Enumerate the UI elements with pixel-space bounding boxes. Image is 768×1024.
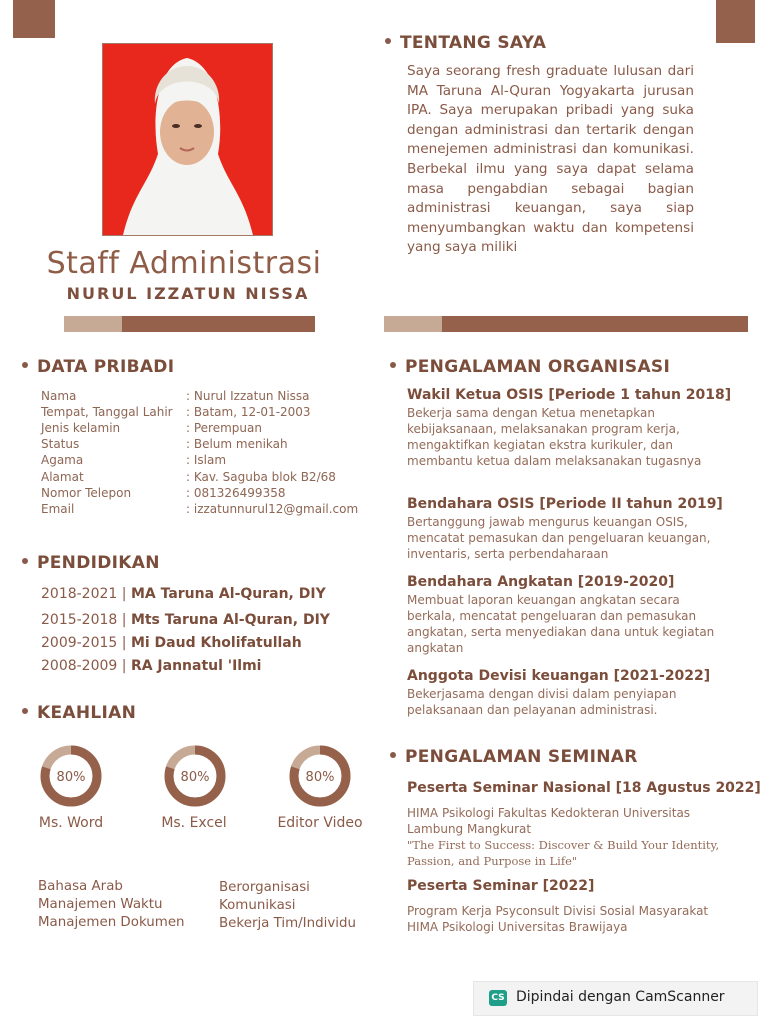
divider-left-dark <box>122 316 315 332</box>
soft-skill: Manajemen Dokumen <box>38 915 185 930</box>
personal-row: Nama : Nurul Izzatun Nissa <box>41 389 310 403</box>
seminar-quote: "The First to Success: Discover & Build Your Identity, Passion, and Purpose in Life" <box>407 838 720 868</box>
skill-label: Ms. Word <box>38 815 104 831</box>
org-item-title: Wakil Ketua OSIS [Periode 1 tahun 2018] <box>407 387 732 403</box>
org-item-title: Anggota Devisi keuangan [2021-2022] <box>407 668 711 684</box>
skill-ring-percent: 80% <box>305 770 335 785</box>
section-title-seminar: PENGALAMAN SEMINAR <box>390 747 638 767</box>
education-item: 2018-2021 | MA Taruna Al-Quran, DIY <box>41 586 326 602</box>
personal-row: Alamat : Kav. Saguba blok B2/68 <box>41 470 336 484</box>
section-title-skills: KEAHLIAN <box>22 703 136 723</box>
seminar-item-desc: Program Kerja Psyconsult Divisi Sosial Masyarakat HIMA Psikologi Universitas Brawijaya <box>407 904 709 934</box>
org-item-desc: Membuat laporan keuangan angkatan secara berkala, mencatat pengeluaran dan pemasukan angkatan, serta menyediakan dana untuk kegiatan angkatan <box>407 593 715 655</box>
soft-skills-left <box>38 878 185 932</box>
candidate-name: NURUL IZZATUN NISSA <box>66 284 310 303</box>
personal-row: Status : Belum menikah <box>41 437 288 451</box>
personal-row: Tempat, Tanggal Lahir : Batam, 12-01-2003 <box>41 405 311 419</box>
org-item-title: Bendahara Angkatan [2019-2020] <box>407 574 675 590</box>
camscanner-watermark <box>473 981 758 1016</box>
bullet-icon <box>390 362 396 368</box>
section-title-organization: PENGALAMAN ORGANISASI <box>390 357 670 377</box>
corner-block-right <box>716 0 755 43</box>
skill-label: Editor Video <box>277 815 363 831</box>
skill-ring-video <box>288 744 352 808</box>
skill-ring-excel <box>163 744 227 808</box>
soft-skill: Manajemen Waktu <box>38 897 163 912</box>
education-item: 2009-2015 | Mi Daud Kholifatullah <box>41 635 302 651</box>
section-title-education: PENDIDIKAN <box>22 553 160 573</box>
job-title: Staff Administrasi <box>46 246 322 281</box>
section-title-personal: DATA PRIBADI <box>22 357 174 377</box>
bullet-icon <box>385 38 391 44</box>
soft-skill: Komunikasi <box>219 898 296 913</box>
personal-row: Email : izzatunnurul12@gmail.com <box>41 502 359 516</box>
skill-ring-word <box>39 744 103 808</box>
camscanner-text: Dipindai dengan CamScanner <box>516 989 725 1005</box>
bullet-icon <box>390 752 396 758</box>
bullet-icon <box>22 708 28 714</box>
soft-skills-right <box>219 879 356 933</box>
org-item-desc: Bekerjasama dengan divisi dalam penyiapan pelaksanaan dan pelayanan administrasi. <box>407 687 677 717</box>
education-item: 2008-2009 | RA Jannatul 'Ilmi <box>41 658 262 674</box>
skill-ring-percent: 80% <box>180 770 210 785</box>
divider-left-light <box>64 316 122 332</box>
bullet-icon <box>22 558 28 564</box>
personal-row: Jenis kelamin : Perempuan <box>41 421 262 435</box>
section-title-about: TENTANG SAYA <box>385 33 546 53</box>
soft-skill: Berorganisasi <box>219 880 310 895</box>
personal-row: Agama : Islam <box>41 453 227 467</box>
seminar-item-title: Peserta Seminar Nasional [18 Agustus 2022] <box>407 780 761 796</box>
divider-right-dark <box>442 316 748 332</box>
skill-label: Ms. Excel <box>161 815 227 831</box>
bullet-icon <box>22 362 28 368</box>
about-text: Saya seorang fresh graduate lulusan dari MA Taruna Al-Quran Yogyakarta jurusan IPA. Saya merupakan pribadi yang suka dengan administrasi dan tertarik dengan menejemen administrasi dan komunikasi. Berbekal ilmu yang saya dapat selama masa pengabdian sebagai bagian administrasi keuangan, saya siap menyumbangkan waktu dan kompetensi yang saya miliki <box>407 63 694 256</box>
profile-photo <box>102 43 273 236</box>
camscanner-logo-icon: CS <box>489 990 507 1006</box>
org-item-desc: Bertanggung jawab mengurus keuangan OSIS, mencatat pemasukan dan pengeluaran keuangan, inventaris, serta perbendaharaan <box>407 515 711 561</box>
education-item: 2015-2018 | Mts Taruna Al-Quran, DIY <box>41 612 330 628</box>
skill-ring-percent: 80% <box>56 770 86 785</box>
corner-block-left <box>13 0 55 38</box>
org-item-title: Bendahara OSIS [Periode II tahun 2019] <box>407 496 723 512</box>
seminar-item-title: Peserta Seminar [2022] <box>407 878 595 894</box>
soft-skill: Bekerja Tim/Individu <box>219 916 356 931</box>
seminar-item-desc: HIMA Psikologi Fakultas Kedokteran Universitas Lambung Mangkurat "The First to Success: Discover & Build Your Identity, Passion, and Purpose in Life" <box>407 805 747 869</box>
org-item-desc: Bekerja sama dengan Ketua menetapkan kebijaksanaan, melaksanakan program kerja, mengaktifkan kegiatan ekstra kurikuler, dan membantu ketua dalam melaksanakan tugasnya <box>407 406 702 468</box>
personal-row: Nomor Telepon : 081326499358 <box>41 486 286 500</box>
soft-skill: Bahasa Arab <box>38 879 123 894</box>
divider-right-light <box>384 316 442 332</box>
